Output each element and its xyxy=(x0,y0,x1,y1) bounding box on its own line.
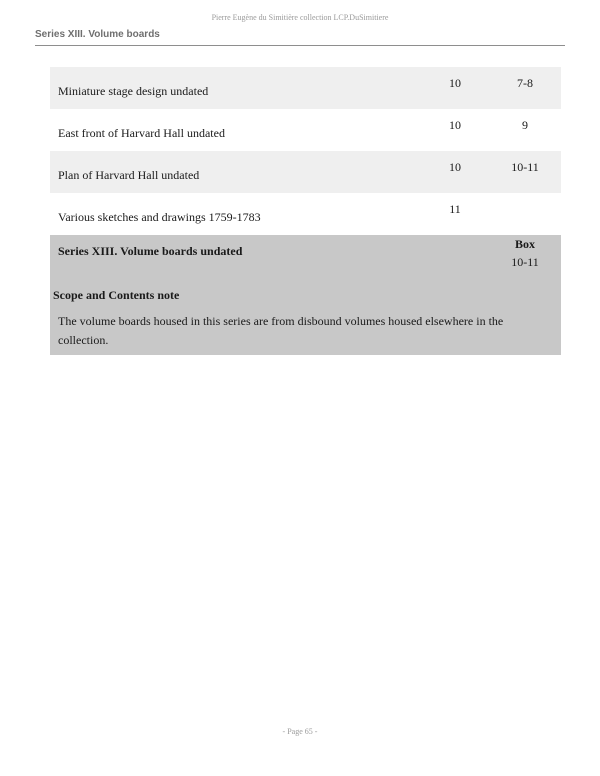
item-box-number: 10 xyxy=(449,76,461,90)
list-item xyxy=(50,193,561,235)
item-folder-number: 10-11 xyxy=(511,160,539,174)
item-list xyxy=(50,67,561,235)
item-folder-number: 9 xyxy=(522,118,528,132)
item-box-number: 10 xyxy=(449,118,461,132)
item-box-number: 10 xyxy=(449,160,461,174)
item-title: Miniature stage design undated xyxy=(58,84,209,98)
item-box-number: 11 xyxy=(449,202,461,216)
list-item xyxy=(50,67,561,109)
item-title: East front of Harvard Hall undated xyxy=(58,126,225,140)
list-item xyxy=(50,151,561,193)
series-box-value: 10-11 xyxy=(511,255,539,269)
scope-text: The volume boards housed in this series are from disbound volumes housed elsewhere in the collection. xyxy=(58,314,504,347)
running-header: Pierre Eugène du Simitière collection LCP.DuSimitiere xyxy=(211,13,389,22)
scope-heading: Scope and Contents note xyxy=(53,288,180,302)
page-number: - Page 65 - xyxy=(282,727,318,736)
series-summary xyxy=(50,235,561,355)
series-box-label: Box xyxy=(514,237,535,251)
item-title: Plan of Harvard Hall undated xyxy=(58,168,200,182)
item-title: Various sketches and drawings 1759-1783 xyxy=(58,210,261,224)
section-header: Series XIII. Volume boards xyxy=(35,29,565,46)
series-title: Series XIII. Volume boards undated xyxy=(58,244,243,258)
item-folder-number: 7-8 xyxy=(517,76,533,90)
list-item xyxy=(50,109,561,151)
